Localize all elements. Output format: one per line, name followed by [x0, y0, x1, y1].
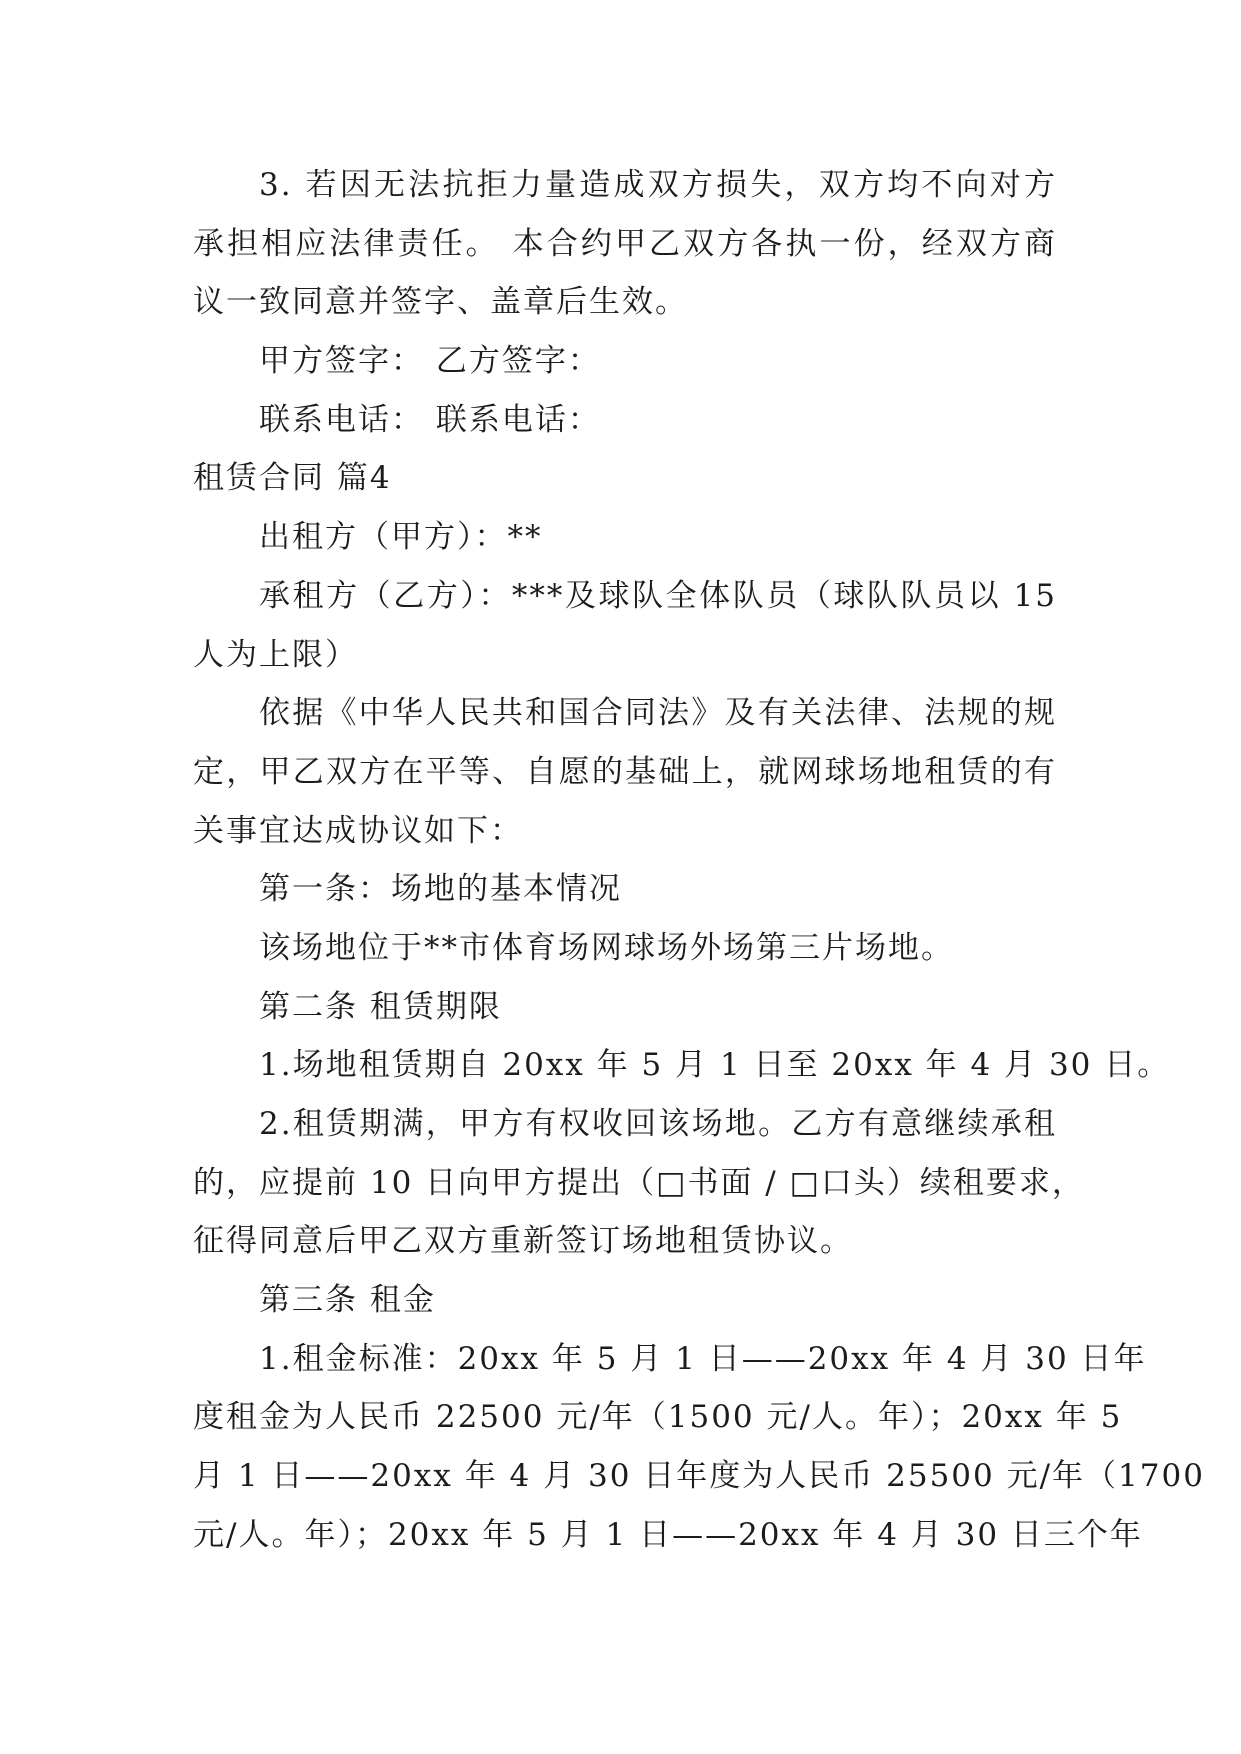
text-line: 出租方（甲方）：** — [259, 519, 543, 556]
text-line: 人为上限） — [193, 636, 358, 673]
article-3-clause-1 — [193, 1330, 1205, 1565]
text-line: 承担相应法律责任。 本合约甲乙双方各执一份，经双方商 — [193, 225, 1057, 262]
text-line: 第二条 租赁期限 — [259, 988, 502, 1025]
text-line: 第一条：场地的基本情况 — [259, 871, 622, 908]
text-line: 议一致同意并签字、盖章后生效。 — [193, 284, 688, 321]
text-line: 关事宜达成协议如下： — [193, 812, 523, 849]
text-line: 度租金为人民币 22500 元/年（1500 元/人。年）；20xx 年 5 — [193, 1399, 1123, 1436]
phone-line — [193, 391, 1057, 450]
article-3-title — [193, 1271, 1057, 1330]
document-body — [193, 156, 1205, 1565]
text-line: 征得同意后甲乙双方重新签订场地租赁协议。 — [193, 1223, 853, 1260]
text-line: 的，应提前 10 日向甲方提出（□书面 / □口头）续租要求， — [193, 1164, 1085, 1201]
article-2-title — [193, 978, 1057, 1037]
text-line: 3. 若因无法抗拒力量造成双方损失，双方均不向对方 — [259, 167, 1057, 203]
text-line: 元/人。年）；20xx 年 5 月 1 日——20xx 年 4 月 30 日三个年 — [193, 1516, 1143, 1553]
paragraph-force-majeure — [193, 156, 1057, 332]
text-line: 依据《中华人民共和国合同法》及有关法律、法规的规 — [259, 695, 1057, 732]
article-1-title — [193, 860, 1057, 919]
text-line: 定，甲乙双方在平等、自愿的基础上，就网球场地租赁的有 — [193, 753, 1057, 790]
text-line: 1.场地租赁期自 20xx 年 5 月 1 日至 20xx 年 4 月 30 日。 — [259, 1047, 1171, 1084]
lessor-line — [193, 508, 1057, 567]
signature-line — [193, 332, 1057, 391]
text-line: 1.租金标准：20xx 年 5 月 1 日——20xx 年 4 月 30 日年 — [259, 1340, 1147, 1377]
preamble-paragraph — [193, 684, 1057, 860]
text-line: 甲方签字： 乙方签字： — [259, 343, 601, 380]
text-line: 承租方（乙方）：***及球队全体队员（球队队员以 15 — [259, 577, 1057, 614]
text-line: 联系电话： 联系电话： — [259, 401, 601, 438]
section-heading — [193, 449, 1057, 508]
text-line: 该场地位于**市体育场网球场外场第三片场地。 — [259, 929, 954, 966]
text-line: 第三条 租金 — [259, 1282, 436, 1319]
article-2-clause-1 — [193, 1036, 1171, 1095]
article-2-clause-2 — [193, 1095, 1085, 1271]
lessee-paragraph — [193, 567, 1057, 684]
text-line: 2.租赁期满，甲方有权收回该场地。乙方有意继续承租 — [259, 1106, 1057, 1142]
text-line: 月 1 日——20xx 年 4 月 30 日年度为人民币 25500 元/年（1700 — [193, 1458, 1205, 1495]
heading-text: 租赁合同 篇4 — [193, 460, 392, 497]
article-1-body — [193, 919, 1057, 978]
